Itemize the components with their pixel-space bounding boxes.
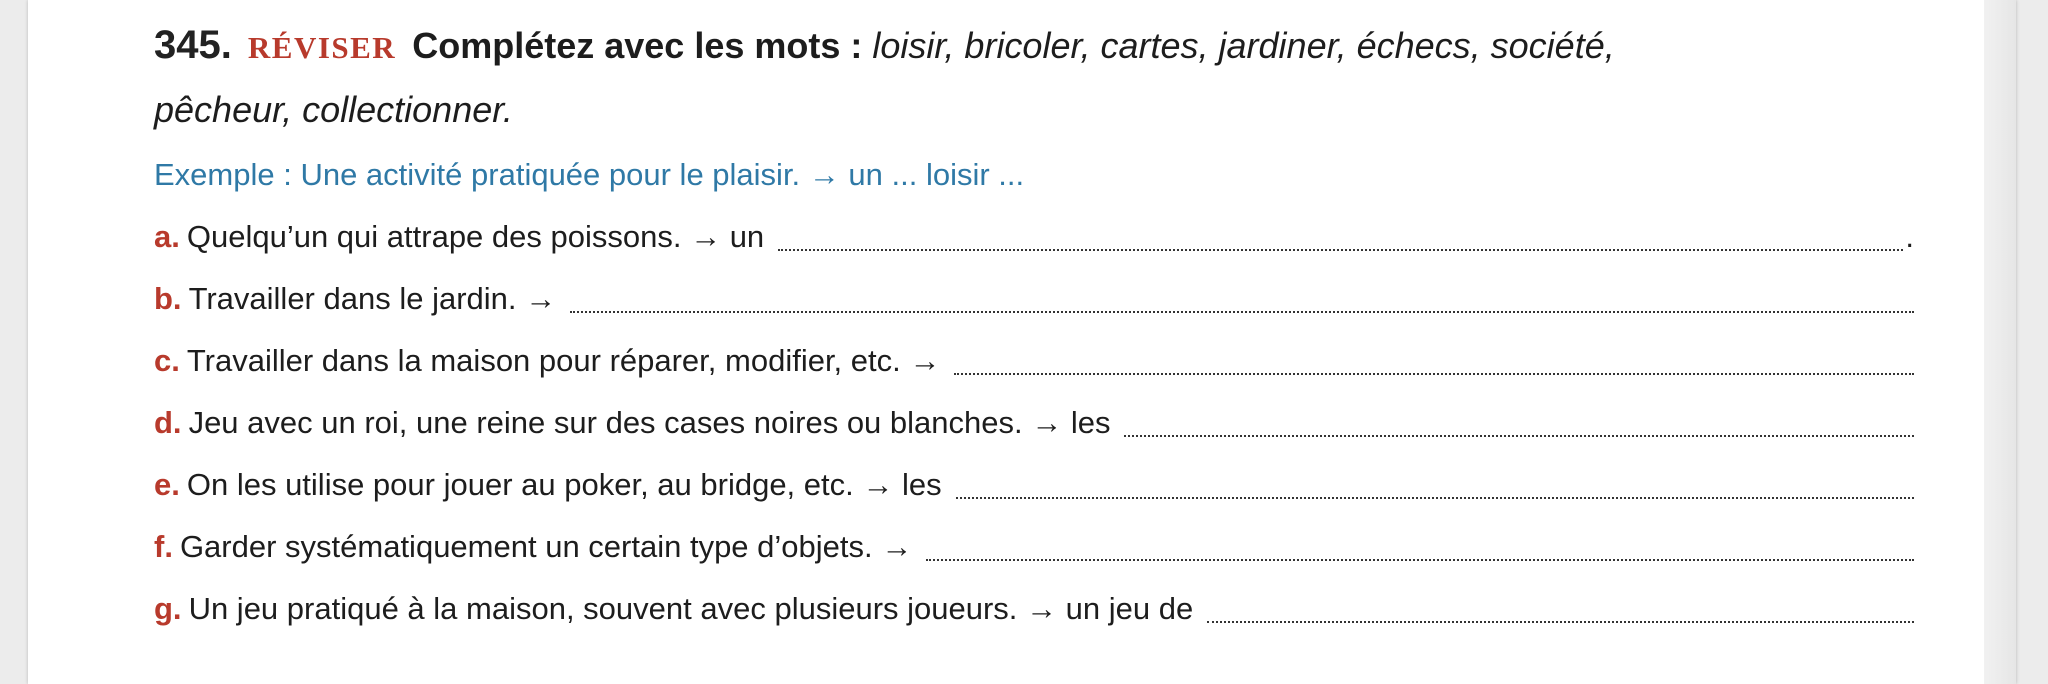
item-prompt: Un jeu pratiqué à la maison, souvent avec plusieurs joueurs. → un jeu de [188, 591, 1194, 626]
item-letter: e. [154, 467, 180, 502]
item-prompt: Travailler dans la maison pour réparer, modifier, etc. → [186, 343, 941, 378]
item-letter: b. [154, 281, 182, 316]
answer-blank[interactable] [926, 533, 1914, 561]
textbook-page [28, 0, 2016, 684]
item-trailing-punctuation: . [1905, 219, 1914, 254]
item-f [154, 513, 1914, 575]
page-gutter [1984, 0, 2016, 684]
exercise-tag: RÉVISER [247, 30, 397, 65]
word-list-line1: loisir, bricoler, cartes, jardiner, échecs, société, [872, 25, 1615, 66]
item-a [154, 203, 1914, 265]
item-prompt: Garder systématiquement un certain type d’objets. → [179, 529, 913, 564]
exercise-345 [154, 14, 1914, 637]
item-letter: g. [154, 591, 182, 626]
answer-blank[interactable] [778, 223, 1903, 251]
item-g [154, 575, 1914, 637]
item-e [154, 451, 1914, 513]
item-d [154, 389, 1914, 451]
item-prompt: Travailler dans le jardin. → [188, 281, 557, 316]
answer-blank[interactable] [954, 347, 1914, 375]
example-line: Exemple : Une activité pratiquée pour le plaisir. → un ... loisir ... [154, 157, 1025, 192]
answer-blank[interactable] [956, 471, 1914, 499]
word-list-line2: pêcheur, collectionner. [154, 89, 513, 130]
item-c [154, 327, 1914, 389]
item-letter: d. [154, 405, 182, 440]
exercise-instruction: Complétez avec les mots : [412, 25, 863, 66]
item-prompt: Quelqu’un qui attrape des poissons. → un [186, 219, 765, 254]
item-b [154, 265, 1914, 327]
item-prompt: On les utilise pour jouer au poker, au bridge, etc. → les [186, 467, 942, 502]
item-prompt: Jeu avec un roi, une reine sur des cases noires ou blanches. → les [188, 405, 1111, 440]
item-letter: a. [154, 219, 180, 254]
item-letter: c. [154, 343, 180, 378]
answer-blank[interactable] [1124, 409, 1914, 437]
item-letter: f. [154, 529, 173, 564]
exercise-heading [154, 14, 1914, 141]
answer-blank[interactable] [1207, 595, 1914, 623]
answer-blank[interactable] [570, 285, 1914, 313]
exercise-number: 345. [154, 23, 232, 67]
